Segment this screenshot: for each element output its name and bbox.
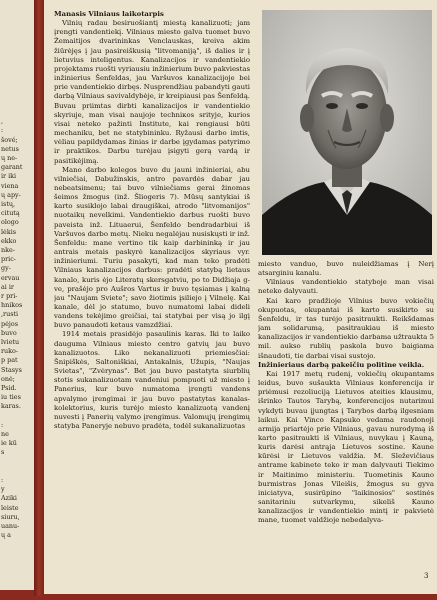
page-number: 3	[424, 572, 429, 580]
left-page-edge	[0, 0, 34, 590]
left-page-line: ekko	[1, 236, 17, 245]
left-page-line: vienа	[1, 181, 19, 190]
left-page-line: Stasys	[1, 365, 22, 374]
paragraph: miesto vanduo, buvo nuleidžiamas į Nerį atsarginiu kanalu.	[258, 260, 434, 278]
left-page-line: y	[1, 485, 5, 494]
book-gutter	[34, 0, 44, 596]
paragraph: Vilniaus vandentiekio statyboje man visai neteko dalyvauti.	[258, 278, 434, 296]
left-page-line: gy-	[1, 264, 11, 273]
left-page-line: garant	[1, 163, 23, 172]
left-page-line: :	[1, 126, 4, 135]
portrait-photo	[262, 10, 432, 255]
left-page-line: onė;	[1, 374, 15, 383]
paragraph: Vilnių radau besiruošiantį miestą kanalizuoti; jam įrengti vandentiekį. Vilniaus miesto galva tuomet buvo Žemaitijos dvarininkas Venclauskas, kreiva akim žiūrėjęs į jau pasireiškusią "litvomaniją", iš dalies ir į lietuvius inteligentus. Kanalizacijos ir vandentiekio projektams ruošti vyriausiu inžinierium buvo pakviestas inžinierius Šenfeldas, jau Varšuvos kanalizacijoje bei prie vandentiekio dirbęs. Nusprendžiau pabandyti gauti darbą Vilniaus savivaldybėje, ir kreipiausi pas Šenfeldą. Buvau priimtas dirbti kanalizacijos ir vandentiekio skyriuje, man visai naujoje techniкos srityje, kurios visai neteko pažinti Institute, kai rengiausi būti mechaniku, bet ne statybininku. Ryžausi darbo imtis, vėliau papildydamas žinias ir darbe įgydamas patyrimo ir praktikos. Darbu turėjau įsigyti gerą vardą ir pasitikėjimą.	[54, 19, 250, 165]
left-page-line: karas.	[1, 402, 21, 411]
left-page-line: netus	[1, 144, 19, 153]
left-page-line: p pat	[1, 356, 18, 365]
left-page-line: ir iki	[1, 172, 17, 181]
left-page-line: ų a	[1, 531, 11, 540]
left-page-line: pric-	[1, 255, 16, 264]
left-page-line: ervau	[1, 273, 20, 282]
left-page-line: r pri-	[1, 292, 18, 300]
left-page-line: istų,	[1, 200, 16, 208]
left-page-line: ų apy-	[1, 190, 21, 199]
left-page-line: ologo	[1, 218, 19, 227]
left-page-line: lėkis	[1, 227, 17, 236]
section-heading-politics: Inžinieriaus darbą pakeičiu politine veikla.	[258, 360, 425, 369]
left-page-line: šové;	[1, 135, 18, 144]
left-page-line: :	[1, 476, 4, 484]
left-page-line: buvo	[1, 328, 17, 337]
left-page-line: ie kū	[1, 439, 17, 448]
left-page-line: leiste	[1, 503, 19, 512]
left-page-line: s	[1, 448, 5, 457]
text-column-left	[54, 10, 250, 595]
left-page-line: hnikos	[1, 301, 23, 310]
section-heading-vilnius: Manasis Vilniaus laikotarpis	[54, 10, 164, 18]
left-page-line: ,	[1, 117, 4, 126]
left-page-line: pėjos	[1, 319, 18, 328]
paragraph: Kai 1917 metų rudenį, vokiečių okupantams leidus, buvo sušaukta Vilniaus konferencija ir priėmusi rezoliuciją Lietuvos ateities klausimu, išrinko Tautos Tarybą, konferencijos nutarimui vykdyti buvau įjungtas į Tarybos darbą ilgesniam laikui. Kai Vinco Kapsuko vedama raudonoji armija priartėjo prie Vilniaus, gavau nurodymą iš karto pasitraukti iš Vilniaus, nuvykau į Kauną, kuris darėsi antrąja Lietuvos sostine. Kaune kūrėsi ir Lietuvos valdžia. M. Sleževičiaus antrame kabinete teko ir man dalyvauti Tiekimo ir Maitinimo ministeriu. Tuometinis Kauno burmistras Jonas Vileišis, žmogus su gyva iniciatyva, susirūpino "laikinosios" sostinės sanitariniu sutvarkymu, sikeliš Kauno kanalizacijos ir vandentiekio mintį ir pakvietė mane, tuomet valdžioje nebedalyva-	[258, 369, 434, 525]
left-page-line: ,rusti	[1, 310, 19, 319]
left-page-line: ų ne-	[1, 154, 18, 162]
left-page-line: ne	[1, 430, 9, 438]
left-page-line: Psid.	[1, 384, 17, 392]
left-page-line: ruko-	[1, 347, 19, 356]
paragraph: Mano darbo kolegos buvo du jauni inžinieriai, abu vilniečiai, Dabužinskis, antro pavardės dabar jau nebeatsimenu; tai buvo vilniečiams gerai žinomas šeimos žmogus (inž. Šliogeris 7). Mūsų santykiai iš karto susiklojo labai draugiškai, atrodo "litvomanijos" nuotaikų nevelkimi. Vandentiekio darbus ruošti buvo paveista inž. Lituaerui, Šenfeldo bendradarbiui iš Varšuvos darbo metų. Nieku negalėjau nusiskųsti ir inž. Šenfeldu: mane vertino tik kaip darbininką ir jau antrais metais paskyrė kanalizacijos skyriaus vyr. inžinieriumi. Turiu pasakyti, kad man teko pradėti Vilniaus kanalizacijos darbus: pradėti statybą lietaus kanalo, kuris ėjo Literatų skersgatviu, po to Didžiaja g-ve, prašėjo pro Aušros Vartus ir buvo tęsiamas į kalną jau "Naujam Sviete"; savo žiotimis įsiliejo į Vilnelę. Kai kanalе, dėl jo statumo, buvo numatomi labai dideli vandens tekėjimo greičiai, tai statybai per visą jo ilgį buvo panaudoti ketaus vamzdžiai.	[54, 165, 250, 330]
left-page-line: nke-	[1, 246, 15, 254]
portrait-illustration	[262, 10, 432, 255]
left-page-line: ai ir	[1, 282, 14, 291]
left-page-line: citutą	[1, 209, 20, 218]
paragraph: 1914 metais prasidėjo pasaulinis karas. Iki to laiko dauguma Vilniaus miesto centro gatvių jau buvo kanalizuotos. Liko nekanalizuoti priemiesčiai: Šnipiškės, Saltoniškiai, Antakalnis, Užupis, "Naujas Svietas", "Zvėrynas". Bet jau buvo pastatyta siurblių stotis sukanalizuotam vandeniui pompuoti už miesto į Panerius, kur buvo numatoma įrengti vandens apvalymo įrengimai ir jau buvo pastatytas kanalas-kolektorius, kuris turėjo miesto kanalizuotą vandenį nuvesti į Panerių valymo įrengimus. Valomųjų įrengimų statyba Paneryje nebuvo pradėta, todėl sukanalizuotas	[54, 330, 250, 431]
left-page-line: uanu-	[1, 522, 20, 530]
left-page-line: :	[1, 420, 4, 429]
left-page-line: Aziki	[1, 494, 17, 503]
left-page-line: iu ties	[1, 393, 21, 402]
left-page-line: siuru,	[1, 512, 20, 521]
text-column-right	[258, 260, 434, 580]
left-page-line: lvietu	[1, 338, 20, 346]
paragraph: Kai karo pradžioje Vilnius buvo vokiečių okupuotas, okupantai iš karto susikirto su Šenfeldu, ir tas turėjo pasitraukti. Reikšdamas jam solidarumą, pasitraukiau iš miesto kanalizacijos ir vandentiekio darbama užtraukta 5 mil. aukso rublių paskola buvo baigiama išnaudoti, tie darbai visai sustojo.	[258, 296, 434, 360]
